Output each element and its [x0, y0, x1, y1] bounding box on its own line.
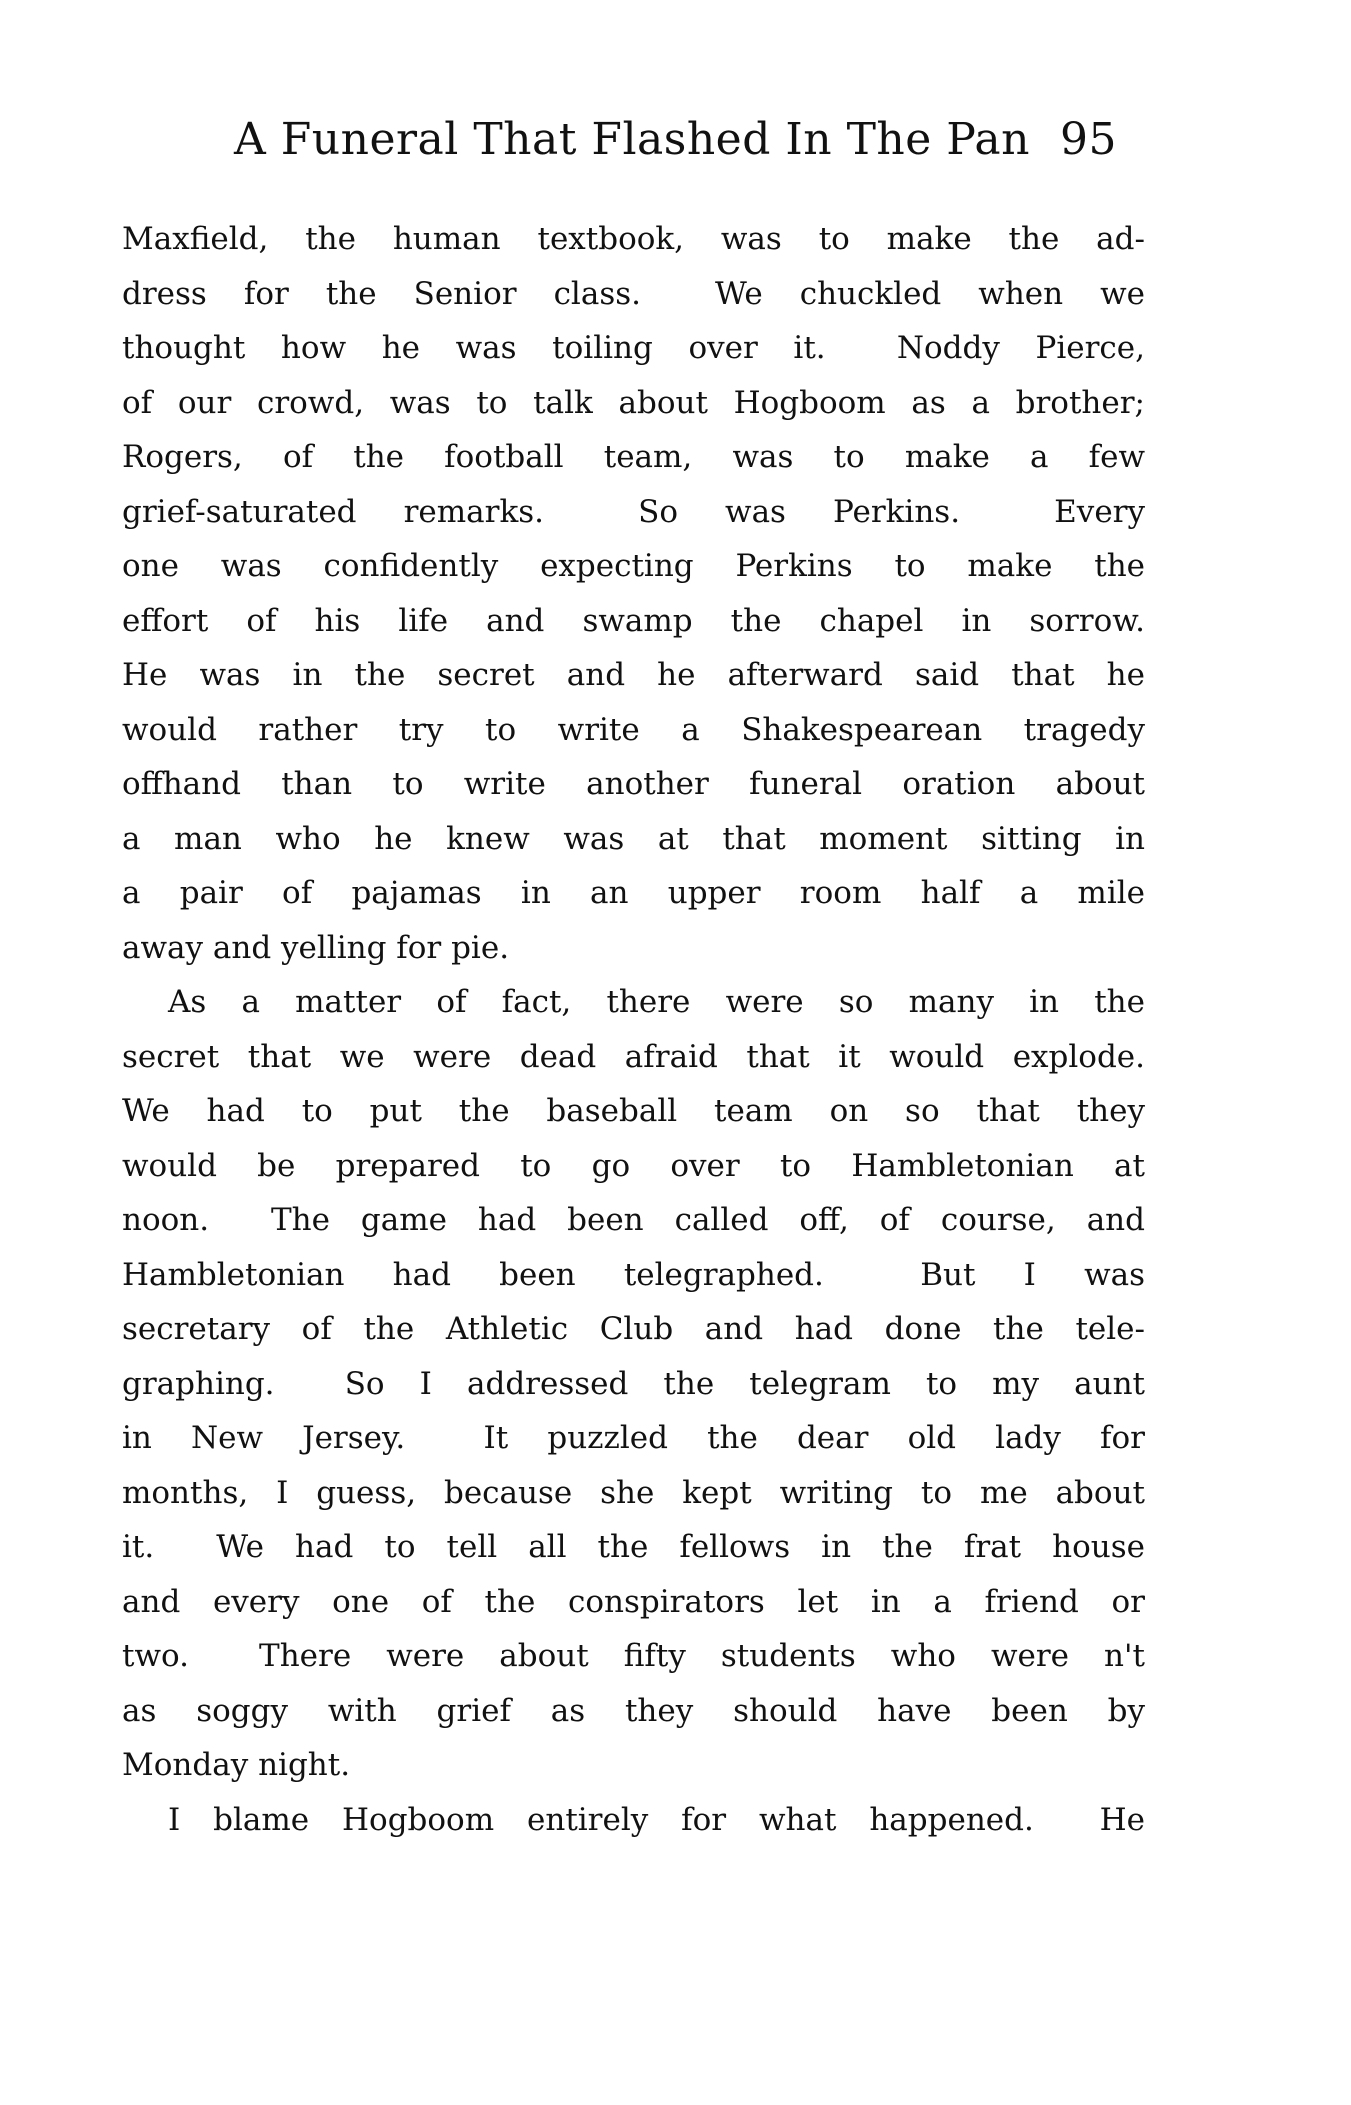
- text-line: months, I guess, because she kept writing to me about: [122, 1474, 1145, 1511]
- text-line: dress for the Senior class. We chuckled when we: [122, 275, 1145, 312]
- text-line: one was confidently expecting Perkins to make the: [122, 548, 1145, 584]
- text-line: in New Jersey. It puzzled the dear old lady for: [122, 1420, 1145, 1456]
- text-line: I blame Hogboom entirely for what happened. He: [168, 1801, 1145, 1838]
- text-line: two. There were about fifty students who were n't: [122, 1638, 1145, 1674]
- text-line: a man who he knew was at that moment sitting in: [122, 820, 1145, 857]
- text-line: would rather try to write a Shakespearean tragedy: [122, 711, 1145, 748]
- text-line: a pair of pajamas in an upper room half a mile: [122, 875, 1145, 911]
- text-line: graphing. So I addressed the telegram to my aunt: [122, 1365, 1145, 1402]
- text-line: Maxfield, the human textbook, was to make the ad-: [122, 221, 1145, 257]
- text-line: thought how he was toiling over it. Noddy Pierce,: [122, 330, 1145, 366]
- text-line: it. We had to tell all the fellows in the frat house: [122, 1529, 1145, 1565]
- text-line: of our crowd, was to talk about Hogboom as a brother;: [122, 384, 1145, 421]
- page-number: 95: [1059, 114, 1117, 165]
- text-line: He was in the secret and he afterward said that he: [122, 657, 1145, 693]
- text-line: effort of his life and swamp the chapel in sorrow.: [122, 602, 1145, 639]
- text-line: noon. The game had been called off, of course, and: [122, 1202, 1145, 1238]
- text-line: Rogers, of the football team, was to make a few: [122, 439, 1145, 475]
- text-line: as soggy with grief as they should have been by: [122, 1692, 1145, 1729]
- text-line: Hambletonian had been telegraphed. But I was: [122, 1256, 1145, 1293]
- text-line: offhand than to write another funeral oration about: [122, 766, 1145, 802]
- text-line: grief-saturated remarks. So was Perkins. Every: [122, 493, 1145, 530]
- text-line: secret that we were dead afraid that it would explode.: [122, 1038, 1145, 1075]
- page-text: [122, 212, 1145, 1847]
- running-header: [0, 114, 1351, 165]
- chapter-title: A Funeral That Flashed In The Pan: [234, 114, 1030, 165]
- text-line: We had to put the baseball team on so that they: [122, 1093, 1145, 1129]
- text-line: secretary of the Athletic Club and had done the tele-: [122, 1311, 1145, 1347]
- text-line: would be prepared to go over to Hambletonian at: [122, 1147, 1145, 1184]
- text-line: Monday night.: [122, 1747, 351, 1783]
- text-line: As a matter of fact, there were so many in the: [168, 984, 1145, 1020]
- text-line: away and yelling for pie.: [122, 929, 510, 966]
- text-line: and every one of the conspirators let in a friend or: [122, 1583, 1145, 1620]
